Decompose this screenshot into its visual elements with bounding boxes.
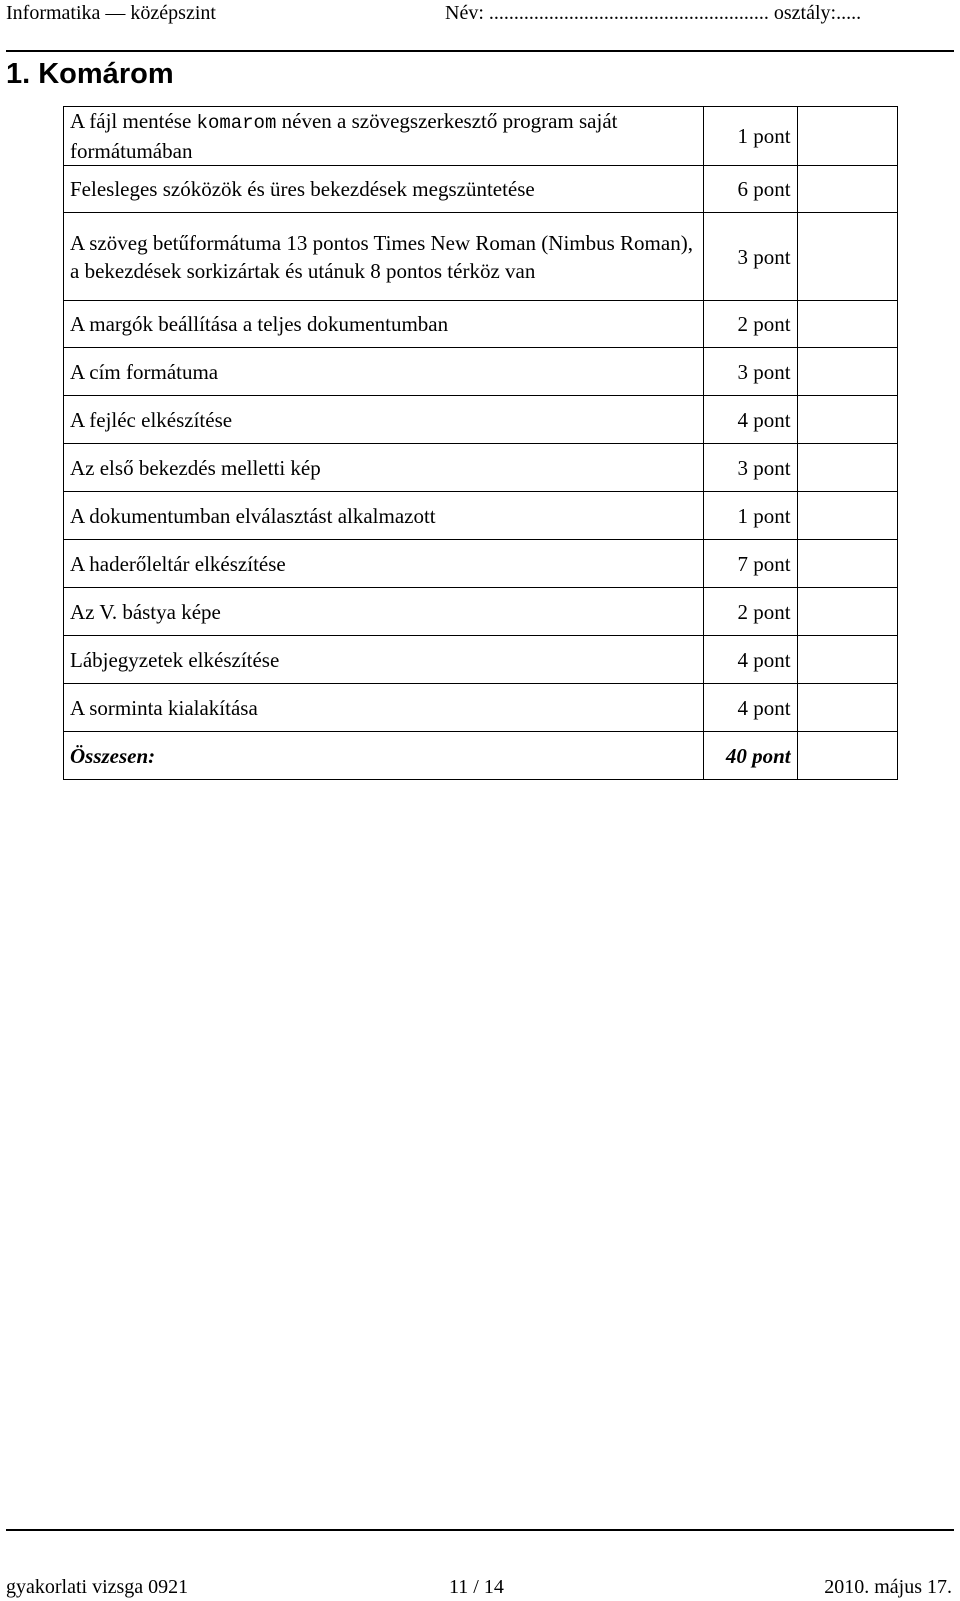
task-title: 1. Komárom: [6, 58, 174, 90]
row-points: 3 pont: [703, 444, 797, 492]
row-points: 2 pont: [703, 301, 797, 348]
table-row: [64, 301, 898, 348]
table-row: [64, 540, 898, 588]
row-text-pre: A fájl mentése: [70, 109, 197, 133]
score-entry-cell: [797, 348, 897, 396]
row-points: 4 pont: [703, 636, 797, 684]
total-points: 40 pont: [703, 732, 797, 780]
row-text-post: néven a szövegszerkesztő program saját formátumában: [70, 109, 618, 163]
score-entry-cell: [797, 492, 897, 540]
score-entry-cell: [797, 166, 897, 213]
score-entry-cell: [797, 107, 897, 166]
footer-divider: [6, 1529, 954, 1531]
score-table: [63, 106, 898, 780]
row-points: 7 pont: [703, 540, 797, 588]
row-points: 1 pont: [703, 107, 797, 166]
row-description: Felesleges szóközök és üres bekezdések megszüntetése: [64, 166, 704, 213]
table-row: [64, 348, 898, 396]
row-description: [64, 107, 704, 166]
total-label: Összesen:: [64, 732, 704, 780]
footer-page-number: 11 / 14: [449, 1576, 504, 1598]
table-row-total: [64, 732, 898, 780]
row-description: Az V. bástya képe: [64, 588, 704, 636]
row-points: 2 pont: [703, 588, 797, 636]
row-description: Lábjegyzetek elkészítése: [64, 636, 704, 684]
row-points: 3 pont: [703, 213, 797, 301]
table-row: [64, 684, 898, 732]
footer-date: 2010. május 17.: [824, 1576, 952, 1598]
header-name-class-field: Név: ........................................................ osztály:.....: [445, 2, 862, 24]
score-entry-cell: [797, 732, 897, 780]
row-description: A dokumentumban elválasztást alkalmazott: [64, 492, 704, 540]
row-description: A sorminta kialakítása: [64, 684, 704, 732]
score-entry-cell: [797, 540, 897, 588]
table-row: [64, 107, 898, 166]
table-row: [64, 492, 898, 540]
row-description: Az első bekezdés melletti kép: [64, 444, 704, 492]
row-description: A fejléc elkészítése: [64, 396, 704, 444]
score-entry-cell: [797, 636, 897, 684]
table-row: [64, 396, 898, 444]
score-entry-cell: [797, 213, 897, 301]
file-name-code: komarom: [196, 112, 277, 134]
score-entry-cell: [797, 588, 897, 636]
table-row: [64, 213, 898, 301]
row-description: A margók beállítása a teljes dokumentumban: [64, 301, 704, 348]
table-row: [64, 166, 898, 213]
table-row: [64, 588, 898, 636]
row-description: A haderőleltár elkészítése: [64, 540, 704, 588]
row-description: A szöveg betűformátuma 13 pontos Times New Roman (Nimbus Roman), a bekezdések sorkizártak és utánuk 8 pontos térköz van: [64, 213, 704, 301]
row-points: 4 pont: [703, 396, 797, 444]
footer-exam-id: gyakorlati vizsga 0921: [6, 1576, 189, 1598]
row-points: 1 pont: [703, 492, 797, 540]
page-header: [6, 0, 954, 30]
row-points: 3 pont: [703, 348, 797, 396]
row-description: A cím formátuma: [64, 348, 704, 396]
header-divider: [6, 50, 954, 52]
score-entry-cell: [797, 684, 897, 732]
score-entry-cell: [797, 396, 897, 444]
score-entry-cell: [797, 444, 897, 492]
table-row: [64, 636, 898, 684]
header-subject: Informatika — középszint: [6, 2, 216, 24]
score-entry-cell: [797, 301, 897, 348]
table-row: [64, 444, 898, 492]
row-points: 4 pont: [703, 684, 797, 732]
row-points: 6 pont: [703, 166, 797, 213]
